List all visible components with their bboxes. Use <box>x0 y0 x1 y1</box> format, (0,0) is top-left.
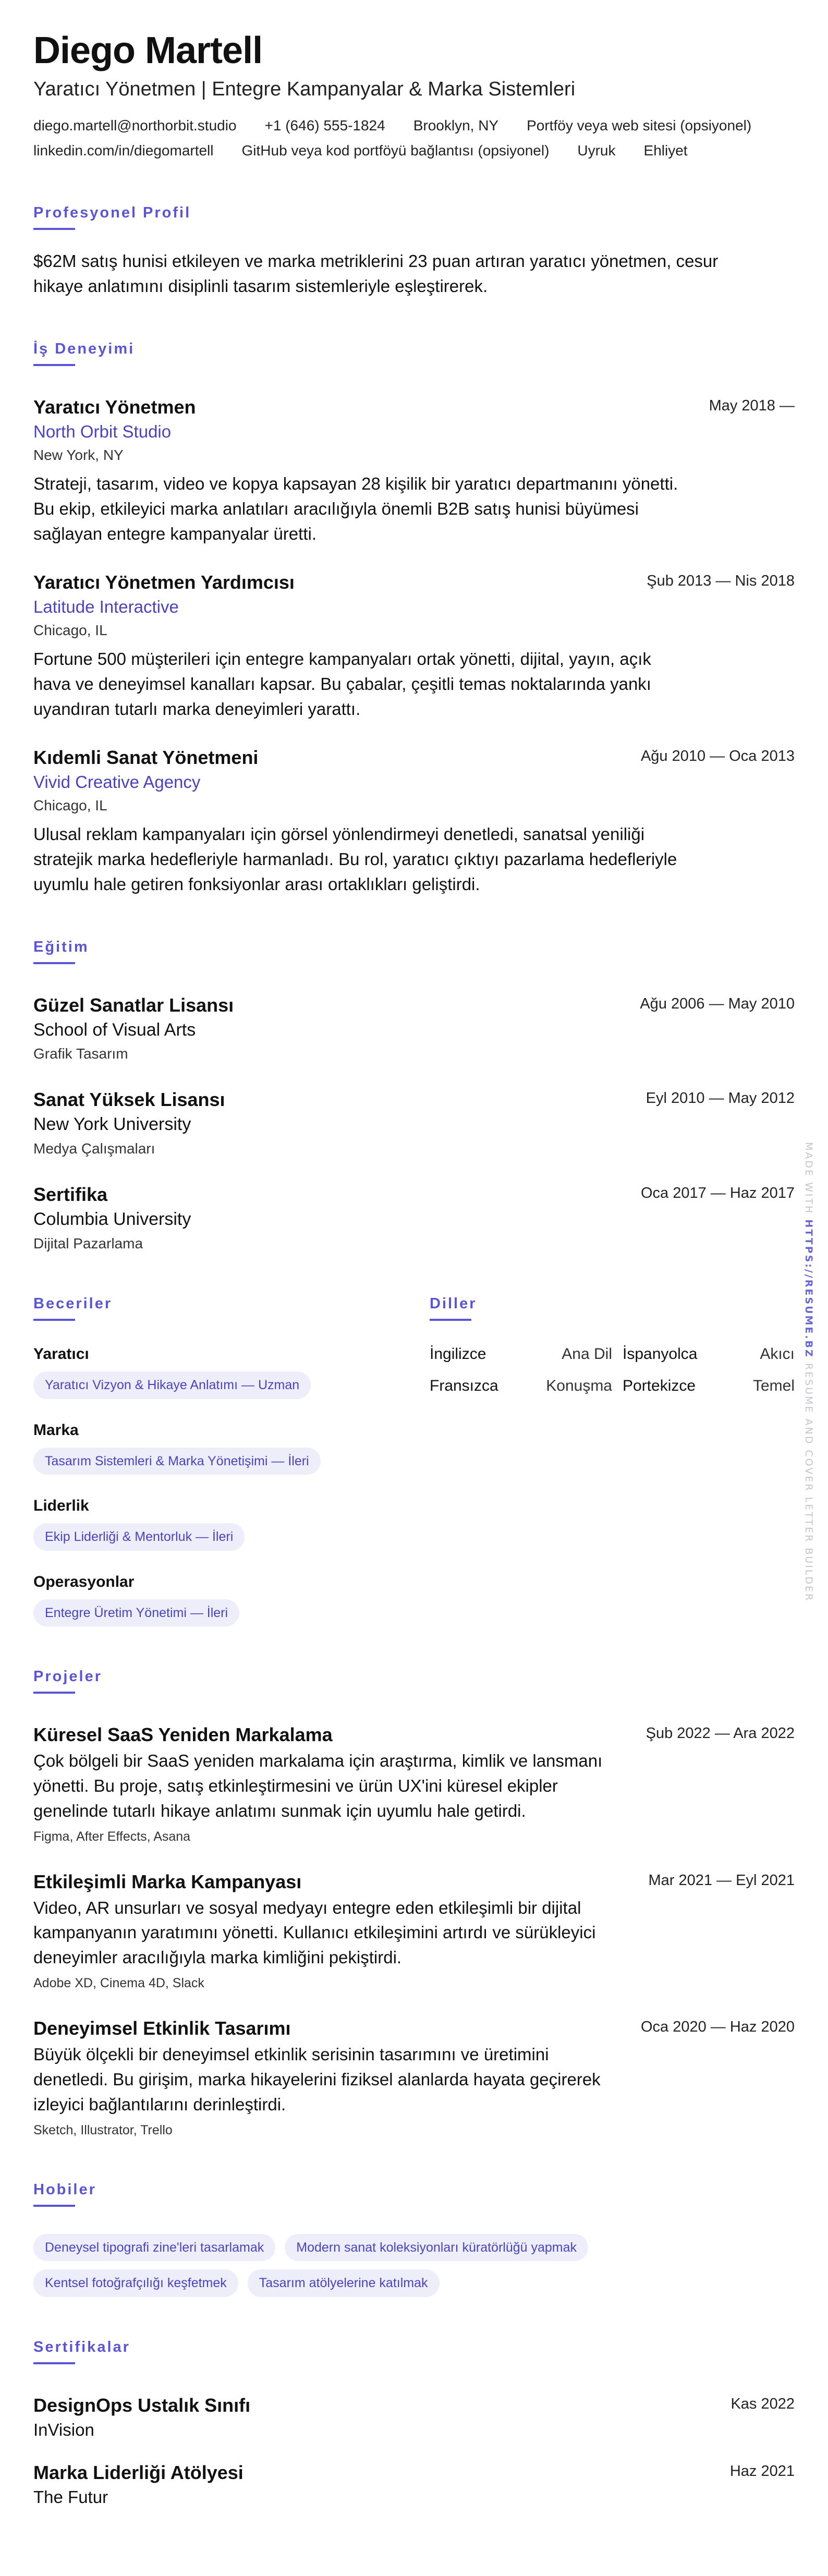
degree-title: Sertifika <box>33 1184 108 1206</box>
certification-entry <box>33 2461 795 2509</box>
degree-title: Güzel Sanatlar Lisansı <box>33 994 234 1016</box>
project-tools: Sketch, Illustrator, Trello <box>33 2122 173 2137</box>
job-dates: Şub 2013 — Nis 2018 <box>647 572 795 589</box>
education-section <box>33 939 795 1254</box>
job-description: Fortune 500 müşterileri için entegre kampanyaları ortak yönetti, dijital, yayın, açık hava ve deneyimsel kanalları kapsar. Bu çabalar, çeşitli temas noktalarında yankı uyandıran tutarlı marka deneyimleri yarattı. <box>33 649 651 719</box>
school-name: School of Visual Arts <box>33 1019 196 1040</box>
section-title-profile: Profesyonel Profil <box>33 204 191 222</box>
language-grid <box>430 1344 795 1396</box>
certification-issuer: The Futur <box>33 2487 108 2507</box>
job-title: Kıdemli Sanat Yönetmeni <box>33 746 259 768</box>
hobby-list <box>33 2226 711 2297</box>
school-name: New York University <box>33 1114 191 1135</box>
section-title-languages: Diller <box>430 1295 477 1313</box>
job-location: Chicago, IL <box>33 622 107 639</box>
language-name: İspanyolca <box>623 1345 698 1363</box>
contact-linkedin[interactable]: linkedin.com/in/diegomartell <box>33 142 214 159</box>
contact-location: Brooklyn, NY <box>413 117 499 134</box>
section-title-education: Eğitim <box>33 938 89 955</box>
contact-list <box>33 113 795 163</box>
project-name: Etkileşimli Marka Kampanyası <box>33 1870 302 1892</box>
contact-email[interactable]: diego.martell@northorbit.studio <box>33 117 237 134</box>
certification-name: Marka Liderliği Atölyesi <box>33 2461 243 2483</box>
hobby-chip: Deneysel tipografi zine'leri tasarlamak <box>33 2234 275 2262</box>
school-name: Columbia University <box>33 1209 191 1230</box>
section-underline <box>33 228 75 230</box>
section-underline <box>33 962 75 964</box>
language-level: Akıcı <box>760 1345 795 1363</box>
project-tools: Adobe XD, Cinema 4D, Slack <box>33 1976 204 1991</box>
language-level: Ana Dil <box>562 1345 612 1363</box>
certifications-section <box>33 2339 795 2509</box>
contact-github: GitHub veya kod portföyü bağlantısı (opsiyonel) <box>241 142 550 159</box>
project-dates: Mar 2021 — Eyl 2021 <box>648 1872 795 1889</box>
section-title-hobbies: Hobiler <box>33 2181 96 2198</box>
skill-group <box>33 1344 430 1399</box>
section-title-skills: Beceriler <box>33 1295 113 1313</box>
certification-date: Kas 2022 <box>730 2395 795 2412</box>
section-underline <box>33 2362 75 2364</box>
company-name: Vivid Creative Agency <box>33 772 201 792</box>
job-location: New York, NY <box>33 447 124 464</box>
language-name: Portekizce <box>623 1377 696 1395</box>
skills-languages-row <box>33 1295 795 1626</box>
company-name: Latitude Interactive <box>33 597 179 616</box>
job-title: Yaratıcı Yönetmen Yardımcısı <box>33 571 295 593</box>
builder-credit-prefix: MADE WITH <box>803 1142 814 1220</box>
skills-section <box>33 1295 430 1626</box>
project-description: Çok bölgeli bir SaaS yeniden markalama için araştırma, kimlik ve lansmanı yönetti. Bu proje, satış etkinleştirmesini ve ürün UX'ini küresel ekipler genelinde tutarlı hikaye anlatımı sunmak için uyumlu hale getirdi. <box>33 1751 603 1820</box>
language-name: İngilizce <box>430 1345 486 1363</box>
languages-section <box>430 1295 795 1626</box>
project-name: Küresel SaaS Yeniden Markalama <box>33 1724 333 1746</box>
profile-section <box>33 204 795 299</box>
experience-section <box>33 341 795 897</box>
skill-chip: Tasarım Sistemleri & Marka Yönetişimi — İleri <box>33 1448 321 1475</box>
builder-credit <box>803 1142 814 1602</box>
project-description: Büyük ölçekli bir deneyimsel etkinlik serisinin tasarımını ve üretimini denetledi. Bu girişim, marka hikayelerini fiziksel alanlarda hayata geçirerek izleyici bağlantılarını derinleştirdi. <box>33 2045 601 2114</box>
skill-chip: Yaratıcı Vizyon & Hikaye Anlatımı — Uzman <box>33 1371 311 1399</box>
candidate-name: Diego Martell <box>33 30 263 71</box>
job-description: Ulusal reklam kampanyaları için görsel yönlendirmeyi denetledi, sanatsal yeniliği stratejik marka hedefleriyle harmanladı. Bu rol, yaratıcı çıktıyı pazarlama hedefleriyle uyumlu hale getiren fonksiyonlar arası ortaklıkları geliştirdi. <box>33 824 677 894</box>
certification-date: Haz 2021 <box>729 2462 795 2480</box>
builder-credit-suffix: RESUME AND COVER LETTER BUILDER <box>803 1358 814 1602</box>
contact-portfolio: Portföy veya web sitesi (opsiyonel) <box>527 117 752 134</box>
job-dates: May 2018 — <box>709 397 795 414</box>
contact-license: Ehliyet <box>643 142 688 159</box>
education-dates: Eyl 2010 — May 2012 <box>646 1090 795 1107</box>
education-entry <box>33 993 795 1064</box>
education-dates: Oca 2017 — Haz 2017 <box>640 1185 795 1202</box>
company-name: North Orbit Studio <box>33 421 172 441</box>
hobby-chip: Modern sanat koleksiyonları küratörlüğü yapmak <box>285 2234 588 2262</box>
project-tools: Figma, After Effects, Asana <box>33 1829 191 1844</box>
education-entry <box>33 1183 795 1254</box>
field-of-study: Medya Çalışmaları <box>33 1140 155 1157</box>
section-underline <box>430 1319 471 1321</box>
skill-group <box>33 1420 430 1475</box>
project-entry <box>33 2016 795 2140</box>
job-title: Yaratıcı Yönetmen <box>33 396 196 418</box>
skill-chip: Ekip Liderliği & Mentorluk — İleri <box>33 1523 245 1551</box>
hobby-chip: Tasarım atölyelerine katılmak <box>248 2269 440 2297</box>
experience-entry <box>33 746 795 897</box>
contact-phone: +1 (646) 555-1824 <box>264 117 385 134</box>
experience-entry <box>33 570 795 722</box>
resume-page <box>33 31 795 2509</box>
skill-category: Yaratıcı <box>33 1345 89 1363</box>
field-of-study: Grafik Tasarım <box>33 1046 128 1062</box>
section-underline <box>33 2205 75 2207</box>
project-entry <box>33 1723 795 1846</box>
skill-category: Operasyonlar <box>33 1573 135 1590</box>
section-underline <box>33 1319 75 1321</box>
project-dates: Şub 2022 — Ara 2022 <box>646 1725 795 1742</box>
builder-credit-link[interactable]: HTTPS://RESUME.BZ <box>803 1219 814 1358</box>
project-name: Deneyimsel Etkinlik Tasarımı <box>33 2018 291 2039</box>
certification-name: DesignOps Ustalık Sınıfı <box>33 2394 251 2416</box>
section-title-certifications: Sertifikalar <box>33 2338 130 2355</box>
skill-group <box>33 1572 430 1627</box>
contact-nationality: Uyruk <box>577 142 616 159</box>
job-dates: Ağu 2010 — Oca 2013 <box>640 747 795 764</box>
skill-chip: Entegre Üretim Yönetimi — İleri <box>33 1599 239 1627</box>
section-underline <box>33 364 75 366</box>
projects-section <box>33 1668 795 2140</box>
section-underline <box>33 1692 75 1694</box>
job-description: Strateji, tasarım, video ve kopya kapsayan 28 kişilik bir yaratıcı departmanını yönetti. Bu ekip, etkileyici marka anlatıları aracılığıyla önemli B2B satış hunisi büyümesi sağlayan entegre kampanyalar üretti. <box>33 474 678 544</box>
language-level: Temel <box>752 1377 795 1395</box>
language-level: Konuşma <box>546 1377 612 1395</box>
hobbies-section <box>33 2181 795 2297</box>
education-entry <box>33 1088 795 1159</box>
hobby-chip: Kentsel fotoğrafçılığı keşfetmek <box>33 2269 238 2297</box>
profile-summary: $62M satış hunisi etkileyen ve marka metriklerini 23 puan artıran yaratıcı yönetmen, cesur hikaye anlatımını disiplinli tasarım sistemleriyle eşleştirerek. <box>33 251 719 296</box>
project-description: Video, AR unsurları ve sosyal medyayı entegre eden etkileşimli bir dijital kampanyanın yaratımını yönetti. Kullanıcı etkileşimini artırdı ve sürükleyici deneyimler aracılığıyla marka kimliğini pekiştirdi. <box>33 1898 596 1967</box>
language-name: Fransızca <box>430 1377 498 1395</box>
job-location: Chicago, IL <box>33 797 107 813</box>
skill-category: Marka <box>33 1421 79 1439</box>
degree-title: Sanat Yüksek Lisansı <box>33 1089 225 1111</box>
certification-issuer: InVision <box>33 2420 94 2439</box>
candidate-headline: Yaratıcı Yönetmen | Entegre Kampanyalar & Marka Sistemleri <box>33 78 576 100</box>
section-title-projects: Projeler <box>33 1668 102 1685</box>
skill-category: Liderlik <box>33 1497 89 1515</box>
project-dates: Oca 2020 — Haz 2020 <box>640 2019 795 2036</box>
project-entry <box>33 1870 795 1993</box>
certification-entry <box>33 2393 795 2442</box>
education-dates: Ağu 2006 — May 2010 <box>640 995 795 1012</box>
section-title-experience: İş Deneyimi <box>33 340 135 357</box>
skill-group <box>33 1496 430 1551</box>
field-of-study: Dijital Pazarlama <box>33 1235 143 1251</box>
experience-entry <box>33 395 795 546</box>
